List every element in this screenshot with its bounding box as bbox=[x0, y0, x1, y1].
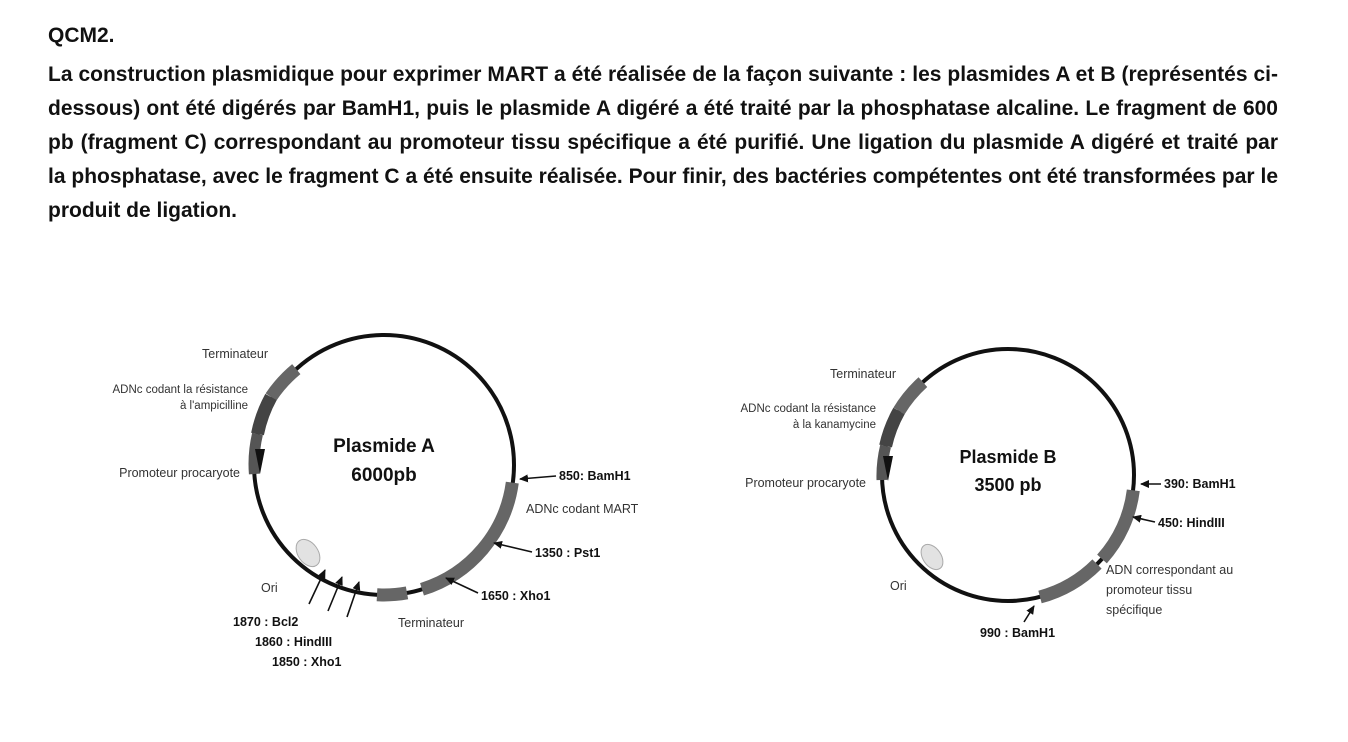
plasmid-a-size: 6000pb bbox=[351, 465, 417, 486]
plasmid-b-title: Plasmide B bbox=[959, 447, 1057, 467]
plasmid-a-xho1-site: 1650 : Xho1 bbox=[481, 589, 551, 603]
plasmid-b bbox=[740, 349, 1235, 640]
plasmid-b-bamh1-990-site: 990 : BamH1 bbox=[980, 626, 1056, 640]
plasmid-b-promoter-label: Promoteur procaryote bbox=[745, 476, 866, 490]
plasmid-b-hindiii-arrow bbox=[1133, 517, 1155, 522]
plasmid-b-size: 3500 pb bbox=[974, 475, 1042, 495]
plasmid-b-kanamycin-label-line1: ADNc codant la résistance bbox=[740, 403, 876, 415]
plasmid-a-bamh1-arrow bbox=[520, 476, 556, 479]
plasmid-a-ampicillin-segment bbox=[258, 397, 272, 434]
plasmid-a-pst1-site: 1350 : Pst1 bbox=[535, 546, 601, 560]
plasmid-b-tissue-label-line3: spécifique bbox=[1106, 603, 1163, 617]
plasmid-a-promoter-label: Promoteur procaryote bbox=[119, 466, 240, 480]
plasmid-a-bcl2-site: 1870 : Bcl2 bbox=[233, 615, 299, 629]
question-title: QCM2. bbox=[48, 24, 115, 47]
plasmid-a bbox=[112, 335, 638, 669]
plasmid-a-ampicillin-label-line1: ADNc codant la résistance bbox=[112, 384, 248, 396]
plasmid-a-hindiii-site: 1860 : HindIII bbox=[255, 635, 333, 649]
plasmid-a-terminator-top-label: Terminateur bbox=[202, 347, 268, 361]
plasmid-b-ori-label: Ori bbox=[890, 579, 907, 593]
plasmid-b-tissue-label-line2: promoteur tissu bbox=[1106, 583, 1193, 597]
plasmid-b-bamh1-390-site: 390: BamH1 bbox=[1164, 477, 1236, 491]
plasmid-a-xho1-b-arrow bbox=[347, 582, 359, 617]
plasmid-a-bamh1-site: 850: BamH1 bbox=[559, 469, 631, 483]
plasmid-a-title: Plasmide A bbox=[333, 436, 435, 457]
plasmid-a-terminator-bottom-label: Terminateur bbox=[398, 616, 464, 630]
plasmid-b-kanamycin-label-line2: à la kanamycine bbox=[792, 419, 876, 431]
plasmid-b-tissue-segment-lower bbox=[1040, 564, 1097, 597]
plasmid-b-tissue-segment-upper bbox=[1102, 490, 1133, 559]
plasmid-a-ori-oval bbox=[291, 535, 325, 571]
plasmid-a-ori-label: Ori bbox=[261, 581, 278, 595]
plasmid-b-terminator-segment bbox=[899, 382, 923, 411]
plasmid-b-hindiii-site: 450: HindIII bbox=[1158, 516, 1225, 530]
plasmid-b-tissue-label-line1: ADN correspondant au bbox=[1106, 563, 1234, 577]
plasmid-a-pst1-arrow bbox=[494, 543, 532, 552]
plasmid-a-ampicillin-label-line2: à l'ampicilline bbox=[179, 400, 248, 412]
plasmid-b-kanamycin-segment bbox=[886, 411, 899, 446]
plasmid-a-terminator-bottom-segment bbox=[377, 593, 407, 595]
plasmid-a-mart-label: ADNc codant MART bbox=[526, 502, 639, 516]
plasmid-a-terminator-top-segment bbox=[271, 369, 296, 397]
plasmid-a-xho1-b-site: 1850 : Xho1 bbox=[272, 655, 342, 669]
plasmid-b-bamh1-990-arrow bbox=[1024, 606, 1034, 622]
plasmid-b-terminator-label: Terminateur bbox=[830, 367, 896, 381]
plasmid-a-xho1-arrow bbox=[446, 578, 478, 593]
plasmid-a-mart-segment bbox=[422, 483, 512, 590]
question-paragraph: La construction plasmidique pour exprimer MART a été réalisée de la façon suivante : les plasmides A et B (représentés ci-dessous) ont été digérés par BamH1, puis le plasmide A digéré a été traité par la phosphatase alcaline. Le fragment de 600 pb (fragment C) correspondant au promoteur tissu spécifique a été purifié. Une ligation du plasmide A digéré et traité par la phosphatase, avec le fragment C a été ensuite réalisée. Pour finir, des bactéries compétentes ont été transformées par le produit de ligation. bbox=[48, 63, 1278, 222]
